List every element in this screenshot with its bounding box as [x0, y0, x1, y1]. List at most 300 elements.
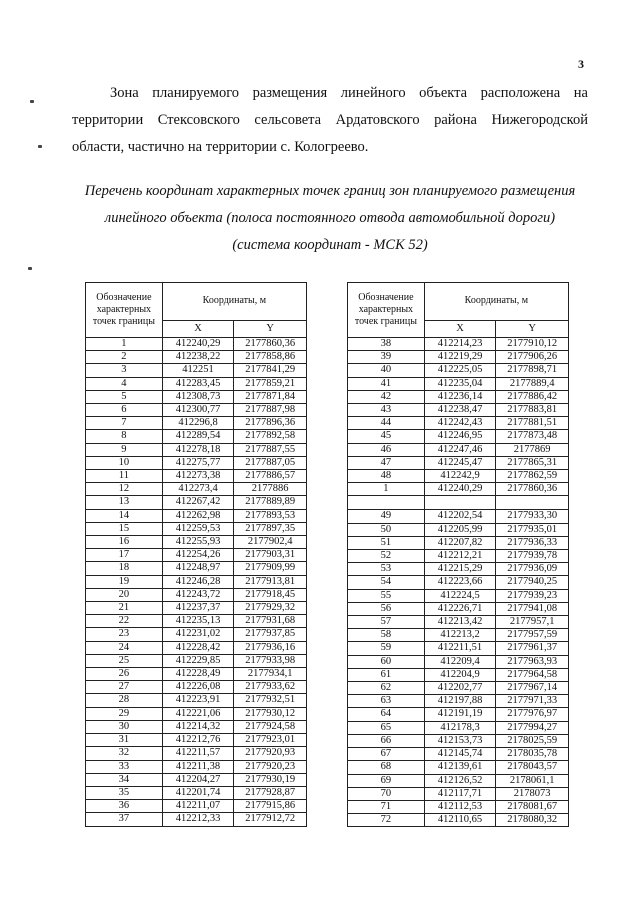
- table-row: [86, 760, 307, 773]
- table-body: [86, 338, 307, 827]
- y-cell: 2177913,81: [234, 575, 307, 588]
- point-id-cell: 15: [86, 522, 163, 535]
- table-row: [348, 616, 569, 629]
- coords-header: Координаты, м: [162, 283, 306, 321]
- point-id-cell: 2: [86, 351, 163, 364]
- x-cell: 412231,02: [162, 628, 233, 641]
- table-row: [348, 655, 569, 668]
- table-row: [348, 364, 569, 377]
- point-id-cell: 31: [86, 734, 163, 747]
- point-id-cell: 46: [348, 443, 425, 456]
- table-row: [86, 800, 307, 813]
- x-cell: 412211,57: [162, 747, 233, 760]
- x-cell: 412145,74: [424, 748, 495, 761]
- x-cell: 412240,29: [162, 338, 233, 351]
- point-id-cell: 30: [86, 720, 163, 733]
- paragraph-line-3: [72, 134, 588, 161]
- x-cell: 412246,28: [162, 575, 233, 588]
- table-row: [348, 470, 569, 483]
- table-row: [86, 522, 307, 535]
- table-row: [348, 576, 569, 589]
- x-cell: 412242,43: [424, 417, 495, 430]
- x-cell: 412215,29: [424, 563, 495, 576]
- point-id-cell: 10: [86, 456, 163, 469]
- point-id-cell: 34: [86, 773, 163, 786]
- y-cell: 2177887,55: [234, 443, 307, 456]
- x-cell: 412225,05: [424, 364, 495, 377]
- y-cell: 2177893,53: [234, 509, 307, 522]
- point-id-cell: 64: [348, 708, 425, 721]
- x-cell: 412289,54: [162, 430, 233, 443]
- x-cell: 412296,8: [162, 417, 233, 430]
- point-id-cell: 4: [86, 377, 163, 390]
- point-id-cell: 54: [348, 576, 425, 589]
- point-id-cell: 47: [348, 456, 425, 469]
- point-id-cell: 21: [86, 602, 163, 615]
- point-id-cell: 69: [348, 774, 425, 787]
- table-row: [86, 602, 307, 615]
- scan-mark: [30, 100, 34, 103]
- y-cell: 2177936,16: [234, 641, 307, 654]
- point-id-cell: 51: [348, 536, 425, 549]
- y-cell: 2177920,93: [234, 747, 307, 760]
- point-id-cell: 66: [348, 734, 425, 747]
- x-cell: 412229,85: [162, 654, 233, 667]
- table-row: [348, 748, 569, 761]
- coordinates-table-left: [85, 282, 307, 827]
- y-cell: 2177971,33: [496, 695, 569, 708]
- x-cell: 412211,38: [162, 760, 233, 773]
- table-row: [86, 549, 307, 562]
- table-row: [86, 654, 307, 667]
- table-row: [348, 642, 569, 655]
- table-row: [348, 761, 569, 774]
- table-row: [86, 390, 307, 403]
- y-cell: 2177924,58: [234, 720, 307, 733]
- table-row: [348, 430, 569, 443]
- table-row: [348, 602, 569, 615]
- point-id-cell: 50: [348, 523, 425, 536]
- point-id-cell: 45: [348, 430, 425, 443]
- table-body: [348, 510, 569, 827]
- table-row: [348, 417, 569, 430]
- y-cell: 2177858,86: [234, 351, 307, 364]
- point-id-cell: 18: [86, 562, 163, 575]
- table-row: [348, 787, 569, 800]
- point-id-cell: 16: [86, 536, 163, 549]
- point-id-cell: 23: [86, 628, 163, 641]
- y-cell: 2177886,42: [496, 390, 569, 403]
- title-line-3: (система координат - МСК 52): [232, 237, 428, 253]
- y-cell: 2177910,12: [496, 338, 569, 351]
- y-cell: 2177898,71: [496, 364, 569, 377]
- point-id-cell: 37: [86, 813, 163, 826]
- x-cell: 412197,88: [424, 695, 495, 708]
- point-id-cell: 14: [86, 509, 163, 522]
- y-cell: 2178043,57: [496, 761, 569, 774]
- x-header: X: [424, 321, 495, 338]
- table-row: [348, 550, 569, 563]
- point-id-cell: 8: [86, 430, 163, 443]
- point-id-cell: 19: [86, 575, 163, 588]
- paragraph-line-1: [72, 80, 588, 107]
- x-cell: 412211,51: [424, 642, 495, 655]
- y-cell: 2177967,14: [496, 682, 569, 695]
- y-cell: 2177940,25: [496, 576, 569, 589]
- x-cell: 412236,14: [424, 390, 495, 403]
- x-cell: 412248,97: [162, 562, 233, 575]
- word: объекта: [419, 85, 468, 101]
- point-id-cell: 40: [348, 364, 425, 377]
- table-row: [86, 470, 307, 483]
- table-spacer: [348, 496, 569, 510]
- y-cell: 2177918,45: [234, 588, 307, 601]
- y-cell: 2177935,01: [496, 523, 569, 536]
- x-cell: 412242,9: [424, 470, 495, 483]
- y-cell: 2177932,51: [234, 694, 307, 707]
- x-cell: 412300,77: [162, 404, 233, 417]
- table-row: [348, 668, 569, 681]
- x-cell: 412228,42: [162, 641, 233, 654]
- table-row: [348, 682, 569, 695]
- paragraph-line-2: [72, 107, 588, 134]
- x-cell: 412247,46: [424, 443, 495, 456]
- x-cell: 412213,2: [424, 629, 495, 642]
- empty-row: [348, 496, 569, 510]
- y-cell: 2177961,37: [496, 642, 569, 655]
- y-cell: 2177976,97: [496, 708, 569, 721]
- y-cell: 2178061,1: [496, 774, 569, 787]
- intro-paragraph: [72, 80, 588, 161]
- x-header: X: [162, 321, 233, 338]
- x-cell: 412262,98: [162, 509, 233, 522]
- y-cell: 2177936,33: [496, 536, 569, 549]
- table-row: [348, 377, 569, 390]
- table-row: [348, 589, 569, 602]
- point-id-cell: 63: [348, 695, 425, 708]
- x-cell: 412275,77: [162, 456, 233, 469]
- y-cell: 2177887,98: [234, 404, 307, 417]
- title-line-1: Перечень координат характерных точек границ зон планируемого размещения: [84, 183, 576, 199]
- y-cell: 2178025,59: [496, 734, 569, 747]
- x-cell: 412245,47: [424, 456, 495, 469]
- y-cell: 2177928,87: [234, 786, 307, 799]
- table-row: [86, 773, 307, 786]
- y-cell: 2177887,05: [234, 456, 307, 469]
- x-cell: 412238,22: [162, 351, 233, 364]
- point-id-cell: 12: [86, 483, 163, 496]
- y-cell: 2177939,23: [496, 589, 569, 602]
- point-id-cell: 58: [348, 629, 425, 642]
- table-row: [348, 456, 569, 469]
- y-cell: 2177903,31: [234, 549, 307, 562]
- table-row: [86, 562, 307, 575]
- table-row: [348, 338, 569, 351]
- y-cell: 2177957,1: [496, 616, 569, 629]
- table-row: [86, 338, 307, 351]
- y-cell: 2177865,31: [496, 456, 569, 469]
- y-cell: 2177941,08: [496, 602, 569, 615]
- point-id-cell: 62: [348, 682, 425, 695]
- table-row: [86, 588, 307, 601]
- x-cell: 412209,4: [424, 655, 495, 668]
- x-cell: 412240,29: [424, 483, 495, 496]
- table-row: [348, 695, 569, 708]
- y-cell: 2177897,35: [234, 522, 307, 535]
- y-cell: 2177933,30: [496, 510, 569, 523]
- point-id-cell: 67: [348, 748, 425, 761]
- x-cell: 412254,26: [162, 549, 233, 562]
- point-id-cell: 52: [348, 550, 425, 563]
- point-id-cell: 65: [348, 721, 425, 734]
- y-cell: 2177933,62: [234, 681, 307, 694]
- scan-mark: [38, 145, 42, 148]
- x-cell: 412126,52: [424, 774, 495, 787]
- word: области, частично на территории с. Кологреево.: [72, 139, 369, 155]
- point-header: Обозначение характерных точек границы: [86, 283, 163, 338]
- x-cell: 412112,53: [424, 800, 495, 813]
- x-cell: 412153,73: [424, 734, 495, 747]
- table-row: [86, 734, 307, 747]
- table-row: [86, 668, 307, 681]
- point-id-cell: 3: [86, 364, 163, 377]
- table-row: [348, 483, 569, 496]
- point-id-cell: 59: [348, 642, 425, 655]
- y-cell: 2177862,59: [496, 470, 569, 483]
- word: района: [434, 112, 477, 128]
- x-cell: 412238,47: [424, 404, 495, 417]
- table-row: [348, 814, 569, 827]
- y-cell: 2177886: [234, 483, 307, 496]
- table-row: [86, 786, 307, 799]
- x-cell: 412226,08: [162, 681, 233, 694]
- word: Ардатовского: [335, 112, 420, 128]
- point-header: Обозначение характерных точек границы: [348, 283, 425, 338]
- y-cell: 2178080,32: [496, 814, 569, 827]
- table-row: [86, 707, 307, 720]
- y-cell: 2178035,78: [496, 748, 569, 761]
- point-id-cell: 61: [348, 668, 425, 681]
- word: размещения: [252, 85, 328, 101]
- x-cell: 412211,07: [162, 800, 233, 813]
- x-cell: 412246,95: [424, 430, 495, 443]
- x-cell: 412212,76: [162, 734, 233, 747]
- page-number: 3: [578, 57, 584, 71]
- y-cell: 2177881,51: [496, 417, 569, 430]
- x-cell: 412226,71: [424, 602, 495, 615]
- table-row: [86, 456, 307, 469]
- x-cell: 412308,73: [162, 390, 233, 403]
- point-id-cell: 36: [86, 800, 163, 813]
- point-id-cell: 71: [348, 800, 425, 813]
- x-cell: 412139,61: [424, 761, 495, 774]
- table-row: [348, 351, 569, 364]
- y-cell: 2177873,48: [496, 430, 569, 443]
- y-cell: 2177936,09: [496, 563, 569, 576]
- table-row: [86, 404, 307, 417]
- x-cell: 412221,06: [162, 707, 233, 720]
- x-cell: 412212,21: [424, 550, 495, 563]
- x-cell: 412228,49: [162, 668, 233, 681]
- x-cell: 412202,54: [424, 510, 495, 523]
- point-id-cell: 24: [86, 641, 163, 654]
- x-cell: 412278,18: [162, 443, 233, 456]
- x-cell: 412110,65: [424, 814, 495, 827]
- x-cell: 412273,38: [162, 470, 233, 483]
- word: линейного: [340, 85, 406, 101]
- y-cell: 2177906,26: [496, 351, 569, 364]
- x-cell: 412283,45: [162, 377, 233, 390]
- y-cell: 2177909,99: [234, 562, 307, 575]
- x-cell: 412259,53: [162, 522, 233, 535]
- point-id-cell: 6: [86, 404, 163, 417]
- x-cell: 412235,13: [162, 615, 233, 628]
- table-row: [348, 390, 569, 403]
- table-row: [86, 443, 307, 456]
- x-cell: 412219,29: [424, 351, 495, 364]
- word: Зона: [110, 85, 139, 101]
- point-id-cell: 1: [86, 338, 163, 351]
- y-cell: 2177892,58: [234, 430, 307, 443]
- point-id-cell: 29: [86, 707, 163, 720]
- x-cell: 412202,77: [424, 682, 495, 695]
- point-id-cell: 28: [86, 694, 163, 707]
- point-id-cell: 42: [348, 390, 425, 403]
- y-cell: 2177933,98: [234, 654, 307, 667]
- table-row: [348, 443, 569, 456]
- x-cell: 412213,42: [424, 616, 495, 629]
- y-header: Y: [496, 321, 569, 338]
- x-cell: 412204,9: [424, 668, 495, 681]
- point-id-cell: 38: [348, 338, 425, 351]
- word: сельсовета: [254, 112, 322, 128]
- y-cell: 2177859,21: [234, 377, 307, 390]
- x-cell: 412223,91: [162, 694, 233, 707]
- table-row: [86, 694, 307, 707]
- table-body: [348, 338, 569, 496]
- point-id-cell: 25: [86, 654, 163, 667]
- point-id-cell: 13: [86, 496, 163, 509]
- point-id-cell: 56: [348, 602, 425, 615]
- table-row: [86, 641, 307, 654]
- point-id-cell: 17: [86, 549, 163, 562]
- table-row: [86, 364, 307, 377]
- y-cell: 2177869: [496, 443, 569, 456]
- x-cell: 412117,71: [424, 787, 495, 800]
- point-id-cell: 53: [348, 563, 425, 576]
- y-cell: 2177930,12: [234, 707, 307, 720]
- point-id-cell: 68: [348, 761, 425, 774]
- point-id-cell: 60: [348, 655, 425, 668]
- x-cell: 412237,37: [162, 602, 233, 615]
- point-id-cell: 43: [348, 404, 425, 417]
- y-header: Y: [234, 321, 307, 338]
- word: Нижегородской: [491, 112, 588, 128]
- table-row: [86, 536, 307, 549]
- table-row: [86, 615, 307, 628]
- point-id-cell: 41: [348, 377, 425, 390]
- table-row: [348, 523, 569, 536]
- y-cell: 2177883,81: [496, 404, 569, 417]
- word: территории: [72, 112, 144, 128]
- y-cell: 2177920,23: [234, 760, 307, 773]
- y-cell: 2177886,57: [234, 470, 307, 483]
- y-cell: 2177994,27: [496, 721, 569, 734]
- table-row: [86, 351, 307, 364]
- table-row: [348, 536, 569, 549]
- table-row: [348, 708, 569, 721]
- x-cell: 412243,72: [162, 588, 233, 601]
- x-cell: 412207,82: [424, 536, 495, 549]
- x-cell: 412178,3: [424, 721, 495, 734]
- point-id-cell: 49: [348, 510, 425, 523]
- point-id-cell: 70: [348, 787, 425, 800]
- table-row: [86, 681, 307, 694]
- y-cell: 2177889,89: [234, 496, 307, 509]
- point-id-cell: 5: [86, 390, 163, 403]
- point-id-cell: 20: [86, 588, 163, 601]
- point-id-cell: 35: [86, 786, 163, 799]
- x-cell: 412251: [162, 364, 233, 377]
- point-id-cell: 11: [86, 470, 163, 483]
- point-id-cell: 9: [86, 443, 163, 456]
- y-cell: 2177934,1: [234, 668, 307, 681]
- point-id-cell: 72: [348, 814, 425, 827]
- y-cell: 2177902,4: [234, 536, 307, 549]
- x-cell: 412214,32: [162, 720, 233, 733]
- x-cell: 412212,33: [162, 813, 233, 826]
- x-cell: 412235,04: [424, 377, 495, 390]
- point-id-cell: 7: [86, 417, 163, 430]
- point-id-cell: 27: [86, 681, 163, 694]
- table-row: [348, 800, 569, 813]
- table-row: [86, 628, 307, 641]
- word: на: [573, 85, 588, 101]
- table-row: [86, 720, 307, 733]
- point-id-cell: 1: [348, 483, 425, 496]
- table-row: [348, 721, 569, 734]
- y-cell: 2177931,68: [234, 615, 307, 628]
- y-cell: 2177957,59: [496, 629, 569, 642]
- coordinates-table-right: [347, 282, 569, 827]
- x-cell: 412201,74: [162, 786, 233, 799]
- point-id-cell: 33: [86, 760, 163, 773]
- table-title: [60, 178, 600, 259]
- table-row: [86, 417, 307, 430]
- point-id-cell: 26: [86, 668, 163, 681]
- table-row: [86, 496, 307, 509]
- x-cell: 412204,27: [162, 773, 233, 786]
- coords-header: Координаты, м: [424, 283, 568, 321]
- y-cell: 2177860,36: [496, 483, 569, 496]
- point-id-cell: 39: [348, 351, 425, 364]
- word: расположена: [480, 85, 561, 101]
- table-row: [348, 510, 569, 523]
- table-row: [348, 629, 569, 642]
- table-row: [86, 813, 307, 826]
- table-row: [348, 774, 569, 787]
- y-cell: 2177915,86: [234, 800, 307, 813]
- y-cell: 2177871,84: [234, 390, 307, 403]
- y-cell: 2177889,4: [496, 377, 569, 390]
- y-cell: 2177963,93: [496, 655, 569, 668]
- x-cell: 412273,4: [162, 483, 233, 496]
- table-row: [348, 563, 569, 576]
- point-id-cell: 44: [348, 417, 425, 430]
- point-id-cell: 32: [86, 747, 163, 760]
- x-cell: 412224,5: [424, 589, 495, 602]
- title-line-2: линейного объекта (полоса постоянного отвода автомобильной дороги): [104, 210, 556, 226]
